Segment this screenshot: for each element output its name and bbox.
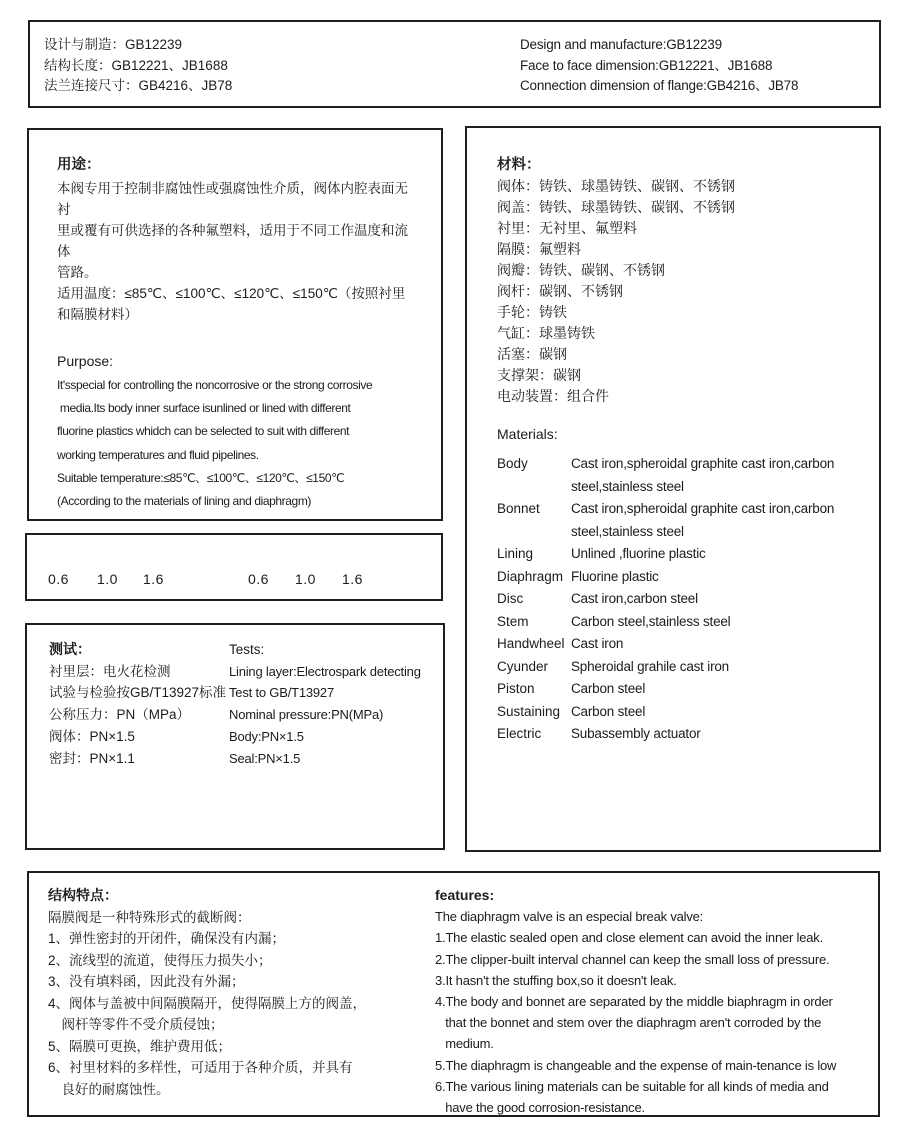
material-row [497,633,865,656]
material-label: Handwheel [497,636,565,651]
pressure-value: 1.6 [143,571,164,587]
material-label: Piston [497,681,535,696]
features-en-text: The diaphragm valve is an especial break valve: 1.The elastic sealed open and close element can avoid the inner leak. 2.The clipper-built interval channel can keep the small loss of pressure. 3.It hasn't the stuffing box,so it doesn't leak. 4.The body and bonnet are separated by the middle biaphragm in order that the bonnet and stem over the diaphragm aren't corroded by the medium. 5.The diaphragm is changeable and the expense of main-tenance is low 6.The various lining materials can be suitable for all kinds of media and have the good corrosion-resistance. [435,909,837,1116]
material-label: Stem [497,613,529,629]
purpose-box [27,128,443,521]
pressure-value: 1.0 [97,571,118,587]
tests-zh-column [49,639,226,769]
materials-en-title: Materials: [497,426,558,442]
material-row [497,453,865,498]
tests-zh-text: 衬里层：电火花检测 试验与检验按GB/T13927标准 公称压力：PN（MPa） 阀体：PN×1.5 密封：PN×1.1 [49,663,227,766]
pressure-value: 1.0 [295,571,316,587]
materials-box [465,126,881,852]
material-value: Fluorine plastic [571,568,659,584]
material-row [497,678,865,701]
material-value: Unlined ,fluorine plastic [571,546,706,561]
material-label: Disc [497,591,524,606]
purpose-zh-title: 用途： [57,157,101,173]
material-value: Spheroidal grahile cast iron [571,658,729,674]
material-value: Cast iron,spheroidal graphite cast iron,carbon steel,stainless steel [571,501,835,539]
tests-zh-title: 测试： [49,641,91,657]
material-label: Bonnet [497,501,540,516]
features-en-title: features: [435,887,495,903]
material-value: Subassembly actuator [571,726,701,741]
standards-zh-text: 设计与制造：GB12239 结构长度：GB12221、JB1688 法兰连接尺寸：GB4216、JB78 [44,37,233,93]
materials-zh-title: 材料： [497,157,541,173]
material-value: Cast iron,carbon steel [571,591,698,606]
materials-zh-text: 阀体：铸铁、球墨铸铁、碳钢、不锈钢 阀盖：铸铁、球墨铸铁、碳钢、不锈钢 衬里：无衬里、氟塑料 隔膜：氟塑料 阀瓣：铸铁、碳钢、不锈钢 阀杆：碳钢、不锈钢 手轮：铸铁 气缸：球墨铸铁 活塞：碳钢 支撑架：碳钢 电动装置：组合件 [497,178,735,404]
material-value: Carbon steel [571,703,646,719]
purpose-zh-text: 本阀专用于控制非腐蚀性或强腐蚀性介质，阀体内腔表面无衬 里或覆有可供选择的各种氟塑料，适用于不同工作温度和流体 管路。 适用温度：≤85℃、≤100℃、≤120℃、≤150℃（按照衬里 和隔膜材料） [57,181,408,322]
material-row [497,566,865,589]
material-value: Carbon steel [571,681,646,696]
pressure-value: 0.6 [48,571,69,587]
pressure-value: 1.6 [342,571,363,587]
material-row [497,656,865,679]
material-row [497,611,865,634]
material-value: Carbon steel,stainless steel [571,613,731,629]
tests-en-title: Tests: [229,642,265,657]
purpose-en-text: It'sspecial for controlling the noncorrosive or the strong corrosive media.Its body inner surface isunlined or lined with different fluorine plastics whidch can be selected to suit with different working temperatures and fluid pipelines. Suitable temperature:≤85℃、≤100℃、≤120℃、≤150℃ (According to the materials of lining and diaphragm) [57,378,373,509]
materials-table [497,453,865,746]
material-label: Cyunder [497,658,549,674]
material-label: Lining [497,546,534,561]
material-row [497,498,865,543]
material-label: Electric [497,726,542,741]
material-label: Body [497,456,528,471]
features-zh-title: 结构特点： [48,887,118,903]
material-value: Cast iron [571,636,624,651]
tests-en-text: Lining layer:Electrospark detecting Test to GB/T13927 Nominal pressure:PN(MPa) Body:PN×1.5 Seal:PN×1.5 [229,663,421,766]
material-label: Diaphragm [497,568,564,584]
standards-box [28,20,881,108]
tests-en-column [229,639,421,769]
pressure-value: 0.6 [248,571,269,587]
material-row [497,701,865,724]
material-row [497,588,865,611]
standards-en-text: Design and manufacture:GB12239 Face to face dimension:GB12221、JB1688 Connection dimension of flange:GB4216、JB78 [520,37,799,93]
material-value: Cast iron,spheroidal graphite cast iron,carbon steel,stainless steel [571,456,835,494]
material-row [497,543,865,566]
tests-box [25,623,445,850]
features-en-column [435,885,875,1118]
material-row [497,723,865,746]
features-zh-column [48,885,428,1100]
pressure-values-box [25,533,443,601]
features-box [27,871,880,1117]
purpose-en-title: Purpose: [57,353,114,369]
material-label: Sustaining [497,703,561,719]
features-zh-text: 隔膜阀是一种特殊形式的截断阀： 1、弹性密封的开闭件，确保没有内漏； 2、流线型的流道，使得压力损失小； 3、没有填料函，因此没有外漏； 4、阀体与盖被中间隔膜隔开，使得隔膜上方的阀盖， 阀杆等零件不受介质侵蚀； 5、隔膜可更换，维护费用低； 6、衬里材料的多样性，可适用于各种介质，并具有 良好的耐腐蚀性。 [48,909,367,1097]
